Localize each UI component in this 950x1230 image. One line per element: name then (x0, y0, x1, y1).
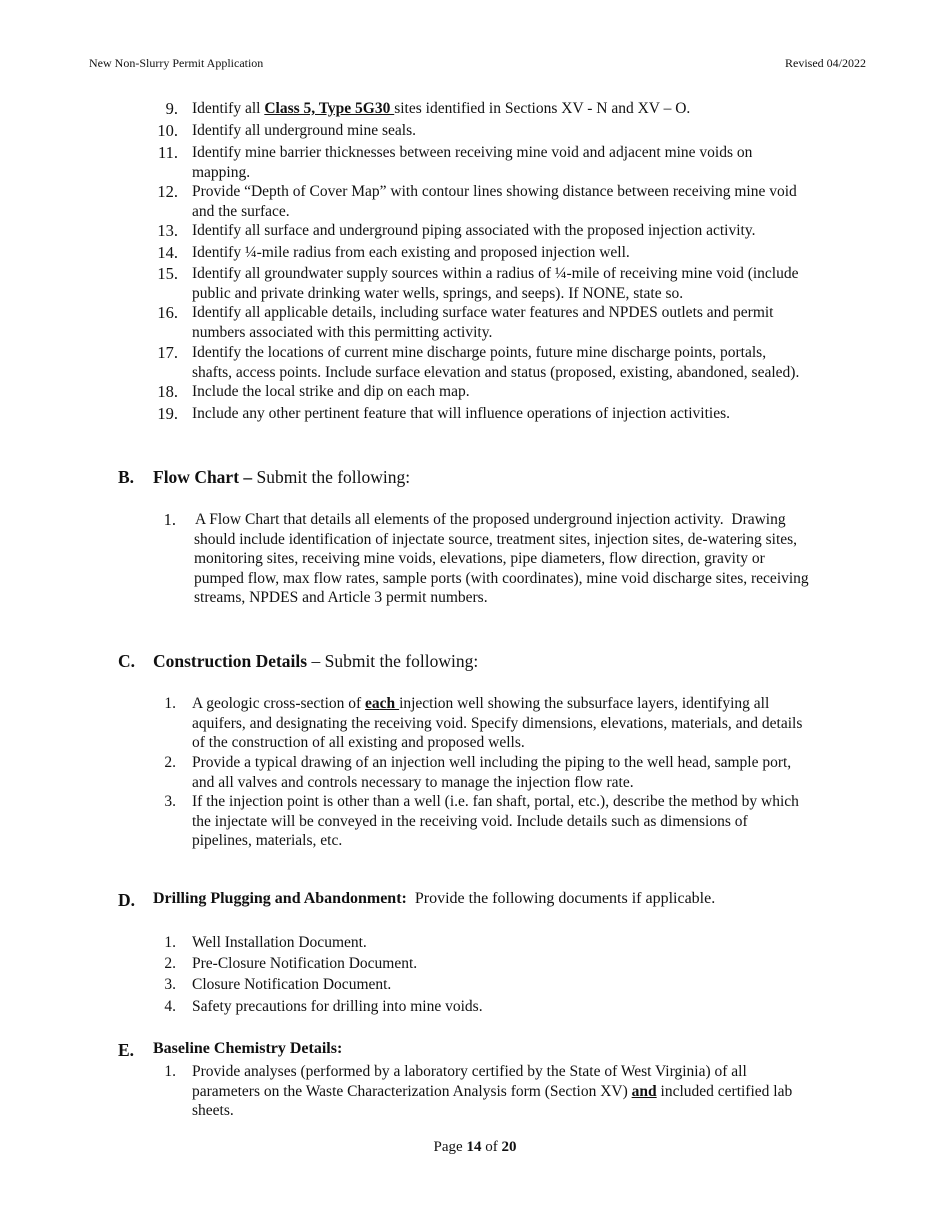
section-title: Baseline Chemistry Details: (153, 1040, 343, 1057)
header-left-title: New Non-Slurry Permit Application (89, 56, 264, 70)
list-text: Closure Notification Document. (192, 976, 392, 993)
list-text: A geologic cross-section of each injection well showing the subsurface layers, identifying all aquifers, and designating the receiving void. Specify dimensions, elevations, materials, and details of the construction of all existing and proposed wells. (192, 695, 803, 751)
section-letter: B. (118, 467, 135, 487)
list-text: Identify all underground mine seals. (192, 122, 416, 139)
list-number: 1. (164, 1063, 176, 1080)
and-emphasis: and (631, 1082, 657, 1100)
list-number: 1. (163, 510, 176, 529)
section-letter: E. (118, 1040, 135, 1060)
list-text: Identify all applicable details, including surface water features and NPDES outlets and permit numbers associated with this permitting activity. (192, 304, 774, 341)
section-title: Drilling Plugging and Abandonment: Provide the following documents if applicable. (153, 890, 716, 907)
page-number: Page 14 of 20 (433, 1139, 517, 1155)
list-number: 15. (157, 264, 178, 283)
list-number: 18. (157, 382, 178, 401)
list-text: Provide “Depth of Cover Map” with contour lines showing distance between receiving mine void and the surface. (192, 183, 797, 220)
list-text: If the injection point is other than a well (i.e. fan shaft, portal, etc.), describe the method by which the injectate will be conveyed in the receiving void. Include details such as dimensions of pipelines, materials, etc. (192, 793, 799, 849)
list-number: 2. (164, 754, 176, 771)
list-text: Provide analyses (performed by a laboratory certified by the State of West Virginia) of all parameters on the Waste Characterization Analysis form (Section XV) and included certified lab sheets. (192, 1063, 793, 1119)
list-text: Identify all groundwater supply sources within a radius of ¼-mile of receiving mine void (include public and private drinking water wells, springs, and seeps). If NONE, state so. (192, 265, 799, 302)
list-number: 10. (157, 121, 178, 140)
list-number: 1. (164, 695, 176, 712)
list-number: 3. (164, 976, 176, 993)
list-text: Provide a typical drawing of an injection well including the piping to the well head, sample port, and all valves and controls necessary to manage the injection flow rate. (192, 754, 792, 791)
list-number: 9. (165, 99, 178, 118)
list-text: Include any other pertinent feature that will influence operations of injection activities. (192, 405, 730, 422)
list-text: Safety precautions for drilling into mine voids. (192, 998, 483, 1015)
section-letter: D. (118, 890, 136, 910)
list-text: Identify all surface and underground piping associated with the proposed injection activity. (192, 222, 756, 239)
list-text: Identify the locations of current mine discharge points, future mine discharge points, portals, shafts, access points. Include surface elevation and status (proposed, existing, abandoned, sealed). (192, 344, 800, 381)
list-number: 2. (164, 955, 176, 972)
list-text: Identify mine barrier thicknesses between receiving mine void and adjacent mine voids on mapping. (192, 144, 753, 181)
list-text: Pre-Closure Notification Document. (192, 955, 418, 972)
list-text: Well Installation Document. (192, 934, 367, 951)
list-number: 12. (157, 182, 178, 201)
list-number: 13. (157, 221, 178, 240)
list-text: Identify ¼-mile radius from each existing and proposed injection well. (192, 244, 630, 261)
list-text: Identify all Class 5, Type 5G30 sites identified in Sections XV - N and XV – O. (192, 100, 691, 117)
list-number: 11. (157, 143, 178, 162)
section-title: Construction Details – Submit the following: (153, 651, 479, 671)
list-number: 14. (157, 243, 178, 262)
list-number: 4. (164, 998, 176, 1015)
list-number: 3. (164, 793, 176, 810)
section-title: Flow Chart – Submit the following: (153, 467, 411, 487)
list-text: A Flow Chart that details all elements of the proposed underground injection activity. Drawing should include identification of injectate source, treatment sites, injection sites, de-watering sites, monitoring sites, receiving mine voids, elevations, pipe diameters, flow direction, gravity or pumped flow, max flow rates, sample ports (with coordinates), mine void discharge sites, receiving streams, NPDES and Article 3 permit numbers. (192, 511, 809, 606)
section-letter: C. (118, 651, 136, 671)
class5-type-emphasis: Class 5, Type 5G30 (264, 100, 395, 117)
list-number: 17. (157, 343, 178, 362)
list-number: 16. (157, 303, 178, 322)
each-emphasis: each (365, 695, 400, 712)
header-revision-date: Revised 04/2022 (785, 56, 866, 70)
list-number: 19. (157, 404, 178, 423)
list-text: Include the local strike and dip on each map. (192, 383, 470, 400)
list-number: 1. (164, 934, 176, 951)
